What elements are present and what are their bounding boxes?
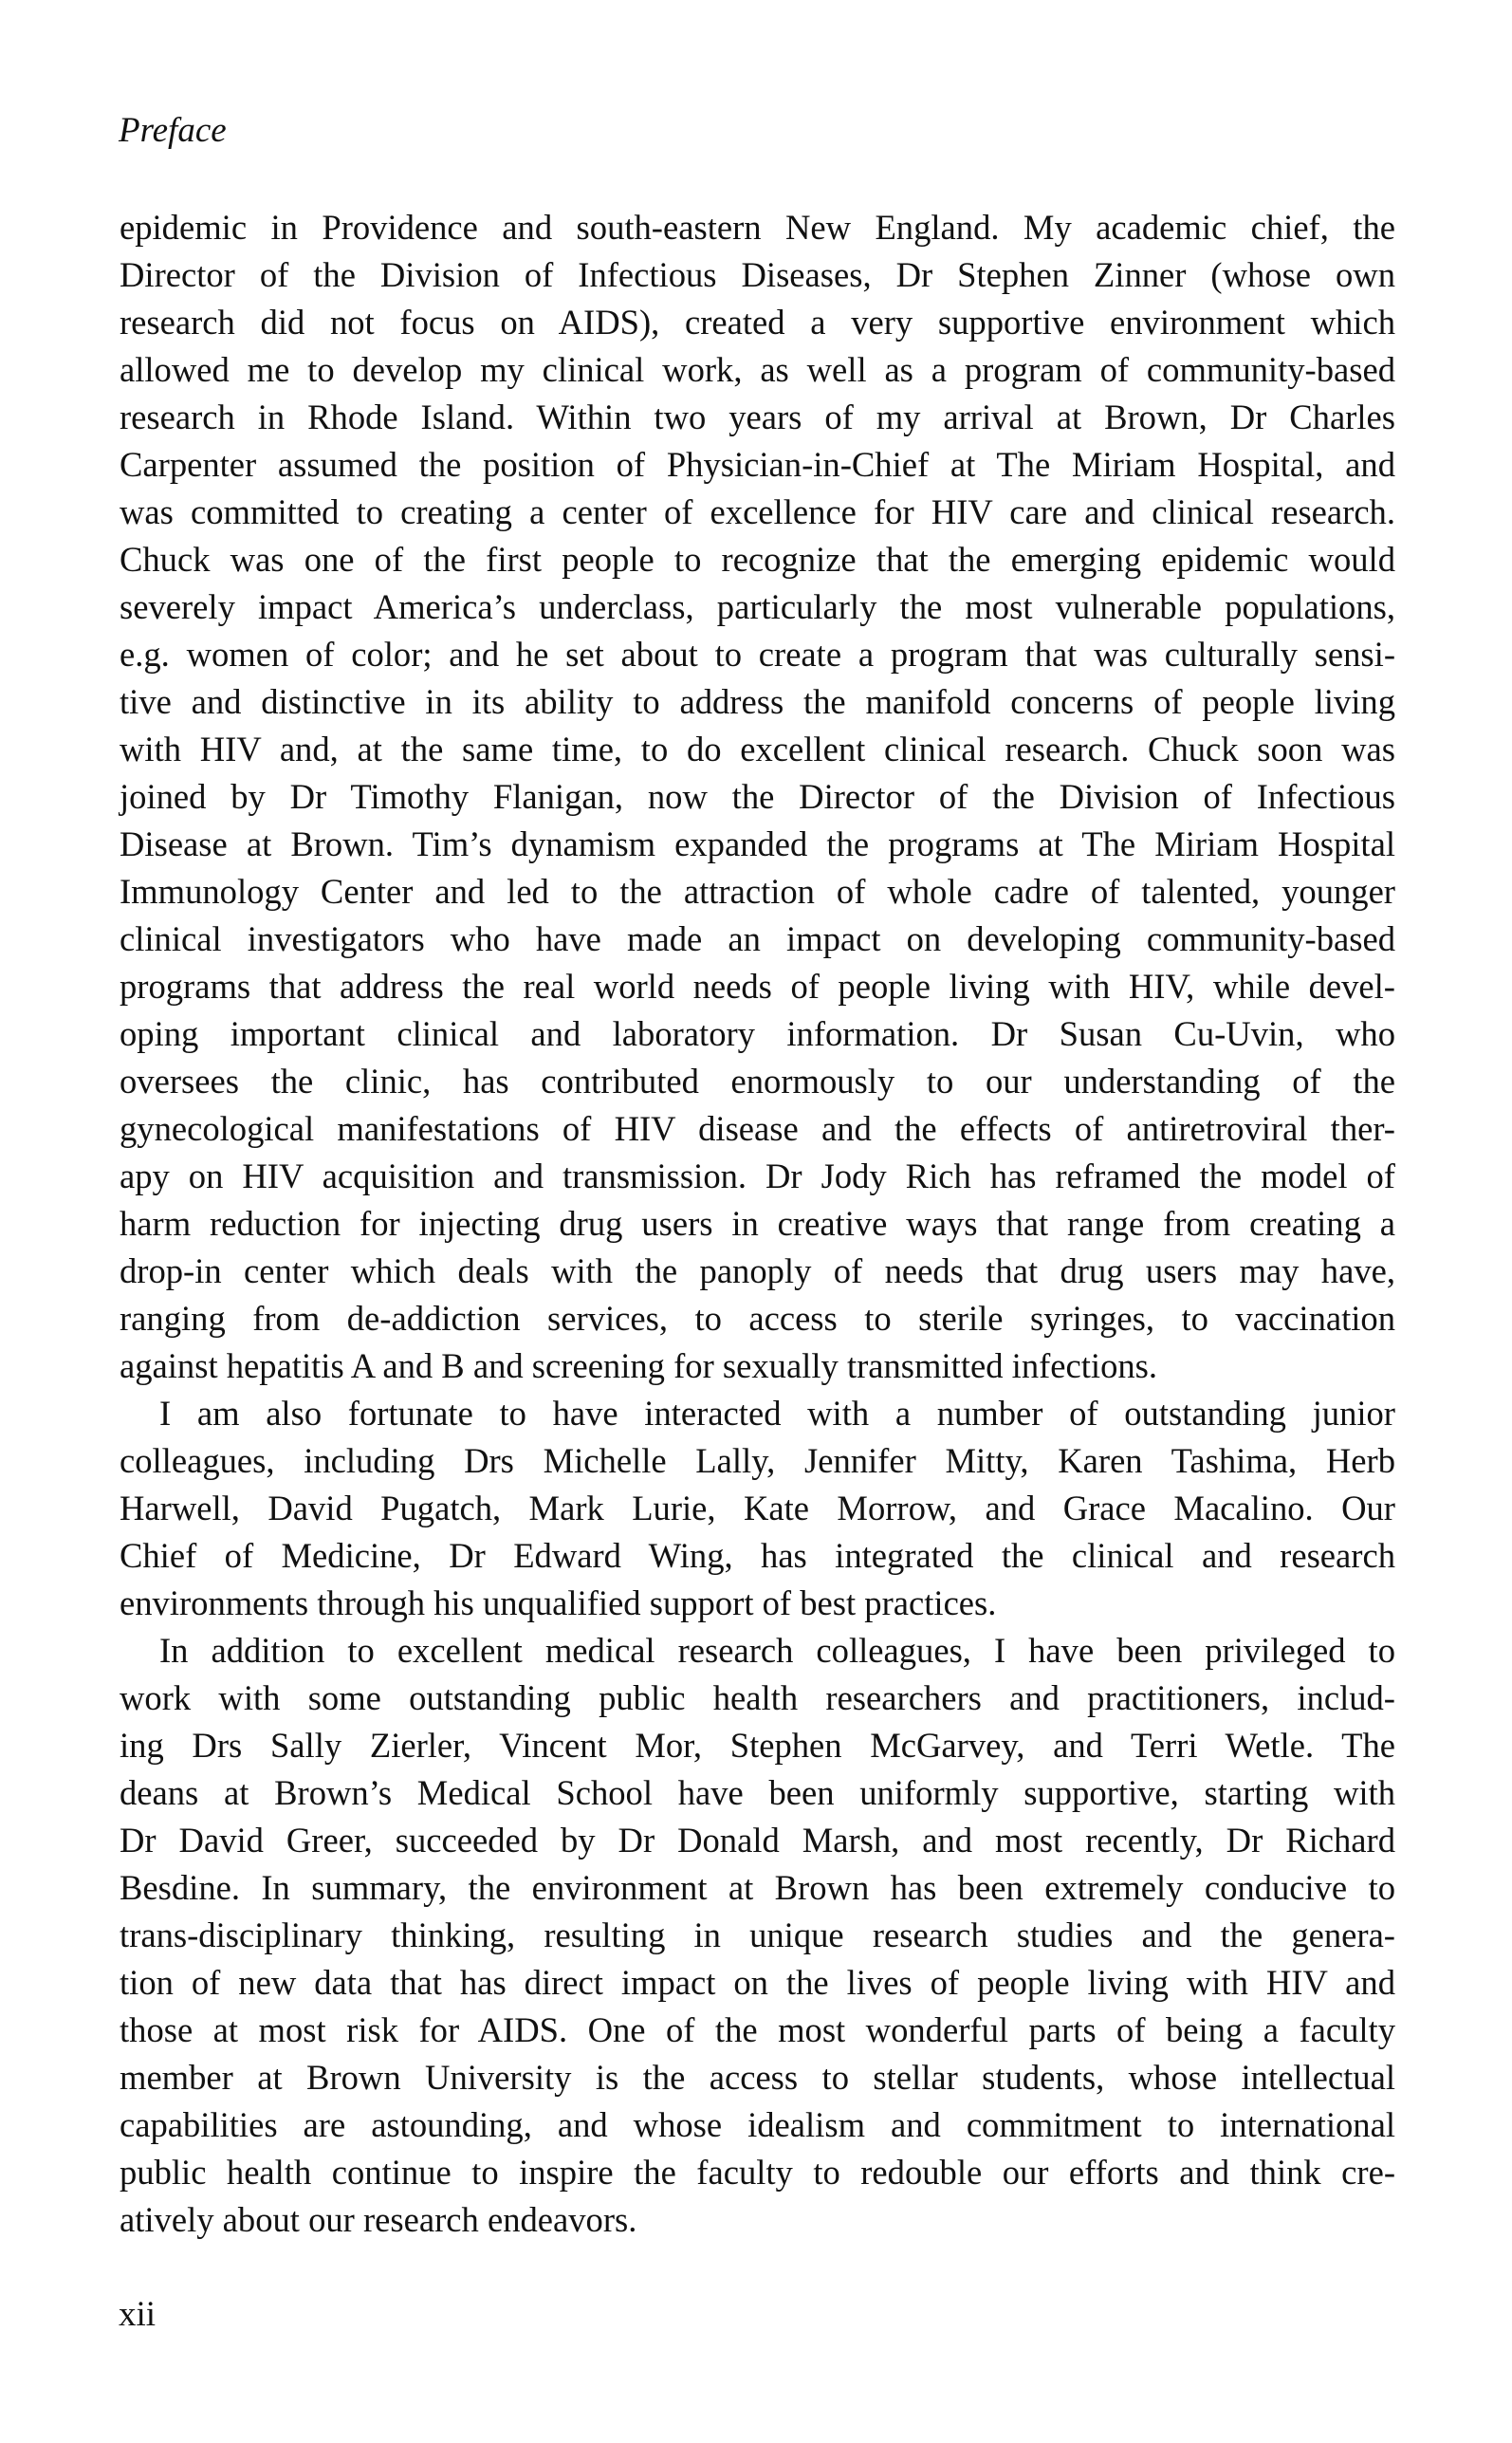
text-line: Carpenter assumed the position of Physician-in-Chief at The Miriam Hospital, and bbox=[120, 445, 1395, 484]
body-text bbox=[120, 204, 1395, 2244]
text-line: Chief of Medicine, Dr Edward Wing, has integrated the clinical and research bbox=[120, 1536, 1395, 1575]
text-line: allowed me to develop my clinical work, as well as a program of community-based bbox=[120, 350, 1395, 389]
text-line: colleagues, including Drs Michelle Lally, Jennifer Mitty, Karen Tashima, Herb bbox=[120, 1441, 1395, 1480]
text-line: gynecological manifestations of HIV disease and the effects of antiretroviral ther- bbox=[120, 1109, 1395, 1148]
text-line: oversees the clinic, has contributed enormously to our understanding of the bbox=[120, 1062, 1395, 1101]
text-line: joined by Dr Timothy Flanigan, now the Director of the Division of Infectious bbox=[120, 777, 1395, 816]
text-line: clinical investigators who have made an impact on developing community-based bbox=[120, 919, 1395, 958]
text-line: oping important clinical and laboratory information. Dr Susan Cu-Uvin, who bbox=[120, 1014, 1395, 1053]
text-line: Director of the Division of Infectious Diseases, Dr Stephen Zinner (whose own bbox=[120, 255, 1395, 294]
text-line: Chuck was one of the first people to recognize that the emerging epidemic would bbox=[120, 540, 1395, 579]
page-number: xii bbox=[119, 2295, 157, 2334]
text-line: trans-disciplinary thinking, resulting in unique research studies and the genera- bbox=[120, 1916, 1395, 1954]
text-line: research in Rhode Island. Within two years of my arrival at Brown, Dr Charles bbox=[120, 398, 1395, 436]
text-line: atively about our research endeavors. bbox=[120, 2200, 637, 2239]
text-line: severely impact America’s underclass, particularly the most vulnerable populations, bbox=[120, 587, 1395, 626]
text-line: tion of new data that has direct impact on the lives of people living with HIV and bbox=[120, 1963, 1395, 2002]
text-line: Harwell, David Pugatch, Mark Lurie, Kate Morrow, and Grace Macalino. Our bbox=[120, 1489, 1395, 1527]
text-line: capabilities are astounding, and whose idealism and commitment to international bbox=[120, 2105, 1395, 2144]
paragraph bbox=[120, 1390, 1395, 1627]
text-line: drop-in center which deals with the panoply of needs that drug users may have, bbox=[120, 1251, 1395, 1290]
paragraph bbox=[120, 204, 1395, 1390]
text-line: with HIV and, at the same time, to do excellent clinical research. Chuck soon was bbox=[120, 730, 1395, 768]
text-line: harm reduction for injecting drug users in creative ways that range from creating a bbox=[120, 1204, 1395, 1243]
paragraph bbox=[120, 1627, 1395, 2244]
text-line: those at most risk for AIDS. One of the most wonderful parts of being a faculty bbox=[120, 2010, 1395, 2049]
text-line: Immunology Center and led to the attraction of whole cadre of talented, younger bbox=[120, 872, 1395, 911]
text-line: ing Drs Sally Zierler, Vincent Mor, Stephen McGarvey, and Terri Wetle. The bbox=[120, 1726, 1395, 1765]
text-line: against hepatitis A and B and screening for sexually transmitted infections. bbox=[120, 1346, 1158, 1385]
text-line: tive and distinctive in its ability to address the manifold concerns of people living bbox=[120, 682, 1395, 721]
text-line: ranging from de-addiction services, to access to sterile syringes, to vaccination bbox=[120, 1299, 1395, 1338]
text-line: epidemic in Providence and south-eastern New England. My academic chief, the bbox=[120, 208, 1395, 247]
text-line: public health continue to inspire the faculty to redouble our efforts and think cre- bbox=[120, 2153, 1395, 2192]
text-line: programs that address the real world needs of people living with HIV, while devel- bbox=[120, 967, 1395, 1006]
text-line: I am also fortunate to have interacted with a number of outstanding junior bbox=[159, 1394, 1395, 1433]
text-line: In addition to excellent medical research colleagues, I have been privileged to bbox=[159, 1631, 1395, 1670]
text-line: work with some outstanding public health researchers and practitioners, includ- bbox=[120, 1678, 1395, 1717]
text-line: apy on HIV acquisition and transmission. Dr Jody Rich has reframed the model of bbox=[120, 1157, 1395, 1195]
text-line: research did not focus on AIDS), created a very supportive environment which bbox=[120, 303, 1395, 342]
text-line: deans at Brown’s Medical School have been uniformly supportive, starting with bbox=[120, 1773, 1395, 1812]
running-head: Preface bbox=[119, 111, 227, 150]
text-line: Disease at Brown. Tim’s dynamism expanded the programs at The Miriam Hospital bbox=[120, 824, 1395, 863]
text-line: was committed to creating a center of excellence for HIV care and clinical research. bbox=[120, 492, 1395, 531]
text-line: member at Brown University is the access to stellar students, whose intellectual bbox=[120, 2058, 1395, 2097]
text-line: Besdine. In summary, the environment at Brown has been extremely conducive to bbox=[120, 1868, 1395, 1907]
text-line: Dr David Greer, succeeded by Dr Donald Marsh, and most recently, Dr Richard bbox=[120, 1821, 1395, 1860]
text-line: environments through his unqualified support of best practices. bbox=[120, 1583, 997, 1622]
text-line: e.g. women of color; and he set about to create a program that was culturally sensi- bbox=[120, 635, 1395, 674]
